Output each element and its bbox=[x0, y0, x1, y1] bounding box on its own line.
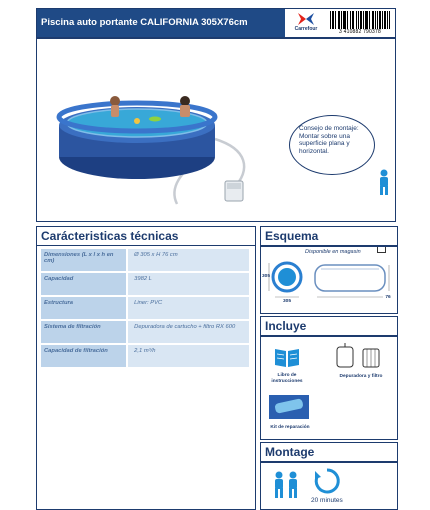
spec-value: 3982 L bbox=[128, 273, 249, 295]
technical-panel bbox=[36, 226, 256, 510]
assembly-time: 20 minutes bbox=[311, 497, 343, 504]
include-label: Libro de instrucciones bbox=[271, 373, 303, 384]
tip-text: Consejo de montaje: Montar sobre una superficie plana y horizontal. bbox=[299, 125, 359, 155]
brand-logo bbox=[287, 11, 325, 35]
header bbox=[36, 8, 396, 38]
incluye-title: Incluye bbox=[265, 319, 307, 333]
dim-left: 305 bbox=[262, 274, 271, 279]
technical-title: Carácteristicas técnicas bbox=[41, 229, 179, 243]
esquema-title: Esquema bbox=[265, 229, 319, 243]
spec-label: Dimensiones (L x l x h en cm) bbox=[41, 249, 126, 271]
incluye-header bbox=[260, 316, 398, 336]
book-icon bbox=[273, 345, 301, 369]
page-title: Piscina auto portante CALIFORNIA 305X76cm bbox=[41, 17, 248, 28]
spec-value: Ø 305 x H 76 cm bbox=[128, 249, 249, 271]
spec-label: Sistema de filtración bbox=[41, 321, 126, 343]
table-row bbox=[41, 249, 249, 271]
spec-label: Estructura bbox=[41, 297, 126, 319]
two-persons-icon bbox=[271, 471, 301, 499]
spec-value: Liner: PVC bbox=[128, 297, 249, 319]
brand-name: Carrefour bbox=[294, 26, 318, 32]
incluye-body bbox=[260, 336, 398, 440]
table-row bbox=[41, 321, 249, 343]
table-row bbox=[41, 345, 249, 367]
spec-value: Depuradora de cartucho + filtro RX 600 bbox=[128, 321, 249, 343]
pump-filter-icon bbox=[333, 343, 385, 371]
spec-label: Capacidad de filtración bbox=[41, 345, 126, 367]
include-label: Kit de reparación bbox=[270, 425, 310, 430]
timer-icon bbox=[313, 467, 341, 495]
esquema-header bbox=[260, 226, 398, 246]
montage-title: Montage bbox=[265, 445, 315, 459]
dim-side: 76 bbox=[385, 295, 391, 300]
esquema-body bbox=[260, 246, 398, 314]
dim-bottom: 305 bbox=[282, 299, 291, 304]
montage-body bbox=[260, 462, 398, 510]
table-row bbox=[41, 297, 249, 319]
montage-header bbox=[260, 442, 398, 462]
header-bar bbox=[37, 9, 285, 37]
barcode-number: 3 410882 790378 bbox=[339, 29, 381, 35]
availability-label: Disponible en magasin bbox=[305, 249, 361, 255]
include-label: Depuradora y filtro bbox=[339, 374, 383, 379]
spec-value: 2,1 m³/h bbox=[128, 345, 249, 367]
barcode-icon bbox=[329, 11, 391, 29]
table-row bbox=[41, 273, 249, 295]
technical-header bbox=[36, 226, 256, 246]
repair-kit-icon bbox=[269, 395, 309, 419]
person-icon bbox=[377, 169, 391, 195]
specs-table bbox=[41, 249, 249, 369]
carrefour-logo-icon bbox=[287, 11, 325, 27]
spec-label: Capacidad bbox=[41, 273, 126, 295]
